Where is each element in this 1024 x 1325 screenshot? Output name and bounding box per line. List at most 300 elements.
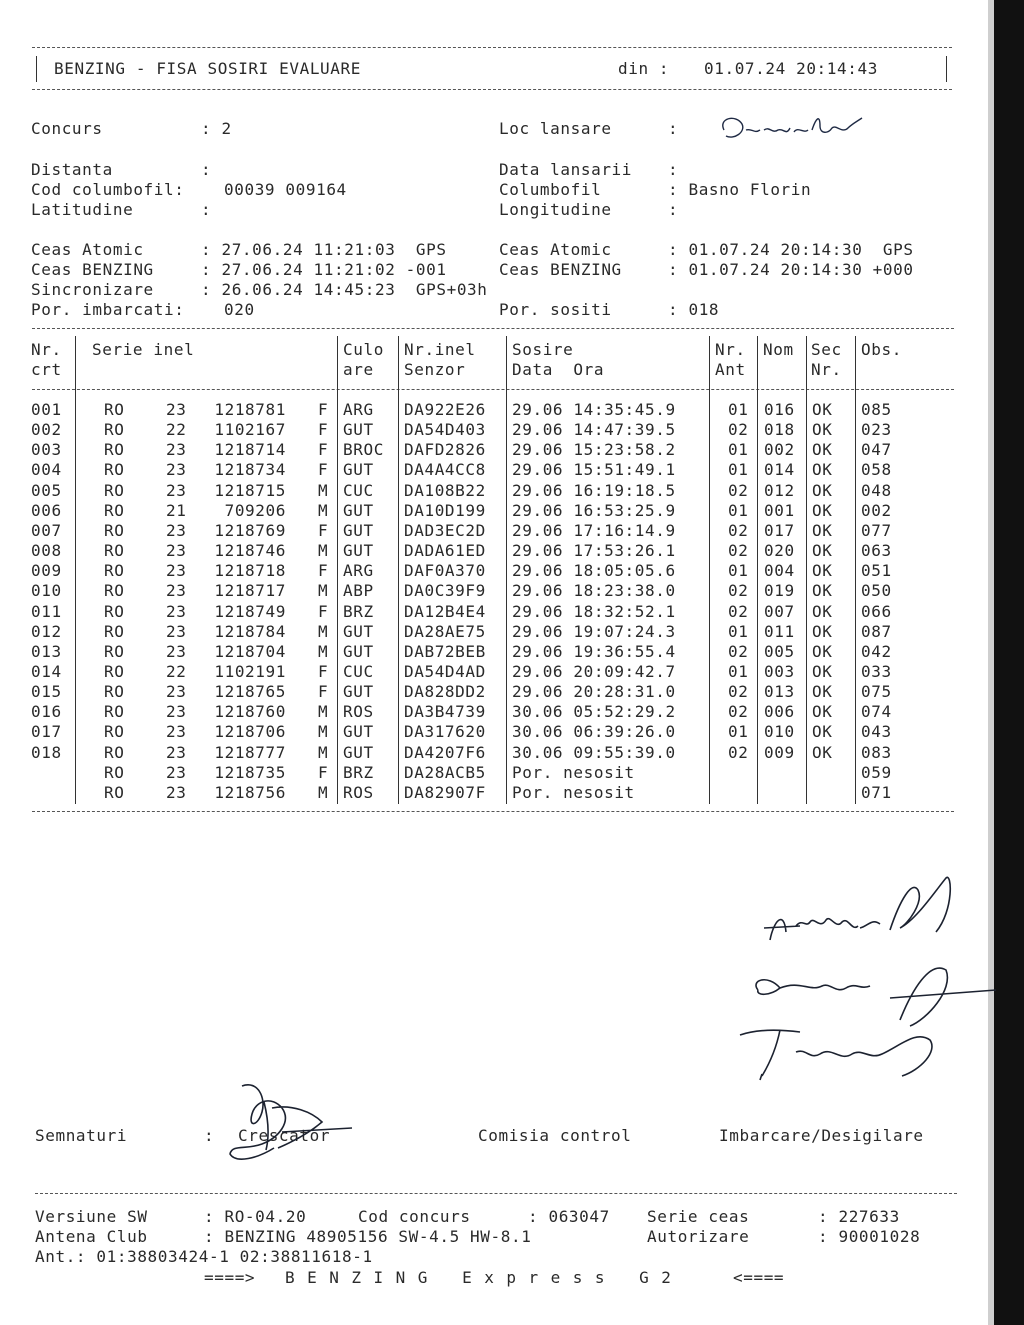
- serie-ceas-label: Serie ceas: [647, 1207, 750, 1226]
- cell-senzor: DA828DD2: [404, 682, 486, 701]
- cell-culoare: ROS: [343, 783, 374, 802]
- longitudine-label: Longitudine: [499, 200, 612, 219]
- cell-sosire: 29.06 19:07:24.3: [512, 622, 676, 641]
- cell-sosire: 29.06 20:09:42.7: [512, 662, 676, 681]
- cell-nr: 009: [31, 561, 62, 580]
- cell-inel: 1218746: [214, 541, 286, 560]
- cell-ant: 02: [728, 743, 749, 762]
- cell-sosire: 29.06 14:35:45.9: [512, 400, 676, 419]
- distanta-label: Distanta: [31, 160, 113, 179]
- cell-obs: 063: [861, 541, 892, 560]
- date-label: din :: [618, 59, 670, 78]
- cell-nom: 010: [764, 722, 795, 741]
- cell-an: 23: [166, 481, 187, 500]
- col-header-sec-1: Sec: [811, 340, 842, 359]
- cell-nom: 007: [764, 602, 795, 621]
- sositi-value: : 018: [668, 300, 720, 319]
- cell-obs: 050: [861, 581, 892, 600]
- cell-ant: 01: [728, 460, 749, 479]
- cell-tara: RO: [104, 783, 125, 802]
- col-sep-nom: [806, 336, 807, 804]
- cell-an: 23: [166, 682, 187, 701]
- loc-lansare-handwriting: [716, 108, 876, 148]
- cell-obs: 077: [861, 521, 892, 540]
- cell-obs: 043: [861, 722, 892, 741]
- cell-culoare: BROC: [343, 440, 384, 459]
- cell-culoare: GUT: [343, 460, 374, 479]
- col-header-obs: Obs.: [861, 340, 902, 359]
- cell-sosire: 30.06 09:55:39.0: [512, 743, 676, 762]
- cell-sec: OK: [812, 622, 833, 641]
- col-sep-nr: [75, 336, 76, 804]
- cell-sex: F: [318, 460, 329, 479]
- cell-sex: F: [318, 420, 329, 439]
- cell-tara: RO: [104, 662, 125, 681]
- cell-an: 23: [166, 541, 187, 560]
- cell-senzor: DA3B4739: [404, 702, 486, 721]
- cell-an: 23: [166, 440, 187, 459]
- cell-culoare: GUT: [343, 642, 374, 661]
- cell-tara: RO: [104, 581, 125, 600]
- cell-ant: 02: [728, 702, 749, 721]
- semnaturi-label: Semnaturi: [35, 1126, 128, 1145]
- benzing-left-label: Ceas BENZING: [31, 260, 154, 279]
- cell-tara: RO: [104, 460, 125, 479]
- cell-senzor: DA10D199: [404, 501, 486, 520]
- cell-inel: 1218735: [214, 763, 286, 782]
- cell-culoare: GUT: [343, 743, 374, 762]
- cell-an: 23: [166, 602, 187, 621]
- cell-sosire: 29.06 15:23:58.2: [512, 440, 676, 459]
- cell-sec: OK: [812, 440, 833, 459]
- cell-ant: 02: [728, 581, 749, 600]
- cell-sex: M: [318, 622, 329, 641]
- cell-an: 23: [166, 561, 187, 580]
- cell-sec: OK: [812, 541, 833, 560]
- cell-sosire: 30.06 06:39:26.0: [512, 722, 676, 741]
- cell-an: 23: [166, 702, 187, 721]
- sositi-label: Por. sositi: [499, 300, 612, 319]
- cell-senzor: DA54D403: [404, 420, 486, 439]
- cell-nr: 017: [31, 722, 62, 741]
- cell-an: 23: [166, 743, 187, 762]
- cell-senzor: DAFD2826: [404, 440, 486, 459]
- cod-columbofil-label: Cod columbofil:: [31, 180, 185, 199]
- col-sep-sec: [855, 336, 856, 804]
- cell-inel: 1218769: [214, 521, 286, 540]
- cell-sex: M: [318, 501, 329, 520]
- cell-sosire: 29.06 18:32:52.1: [512, 602, 676, 621]
- cell-ant: 02: [728, 420, 749, 439]
- header-top-rule: [32, 47, 952, 48]
- col-header-sosire: Sosire: [512, 340, 574, 359]
- cell-an: 23: [166, 783, 187, 802]
- cell-sec: OK: [812, 642, 833, 661]
- cell-obs: 051: [861, 561, 892, 580]
- autorizare-value: : 90001028: [818, 1227, 921, 1246]
- cell-obs: 058: [861, 460, 892, 479]
- cell-ant: 02: [728, 682, 749, 701]
- data-lansarii-label: Data lansarii: [499, 160, 633, 179]
- cell-nom: 014: [764, 460, 795, 479]
- atomic-right-label: Ceas Atomic: [499, 240, 612, 259]
- cell-nom: 013: [764, 682, 795, 701]
- cell-senzor: DA317620: [404, 722, 486, 741]
- cell-sex: F: [318, 400, 329, 419]
- cell-senzor: DAF0A370: [404, 561, 486, 580]
- cell-obs: 087: [861, 622, 892, 641]
- cell-obs: 059: [861, 763, 892, 782]
- cell-sec: OK: [812, 420, 833, 439]
- cell-obs: 042: [861, 642, 892, 661]
- cell-tara: RO: [104, 743, 125, 762]
- col-header-nom: Nom: [763, 340, 794, 359]
- banner-left-arrow: ====>: [204, 1268, 256, 1287]
- cell-sosire: 29.06 17:16:14.9: [512, 521, 676, 540]
- cell-inel: 1102167: [214, 420, 286, 439]
- cell-culoare: BRZ: [343, 763, 374, 782]
- cell-ant: 02: [728, 642, 749, 661]
- cell-ant: 01: [728, 501, 749, 520]
- cell-sec: OK: [812, 581, 833, 600]
- cell-nom: 017: [764, 521, 795, 540]
- cell-sec: OK: [812, 702, 833, 721]
- cell-sex: M: [318, 783, 329, 802]
- header-left-border: [36, 56, 37, 82]
- cell-culoare: GUT: [343, 622, 374, 641]
- cell-senzor: DA82907F: [404, 783, 486, 802]
- cell-tara: RO: [104, 521, 125, 540]
- cell-an: 23: [166, 642, 187, 661]
- cell-culoare: GUT: [343, 722, 374, 741]
- antena-label: Antena Club: [35, 1227, 148, 1246]
- cell-sec: OK: [812, 602, 833, 621]
- latitudine-label: Latitudine: [31, 200, 134, 219]
- cell-sosire: Por. nesosit: [512, 763, 635, 782]
- cell-an: 23: [166, 622, 187, 641]
- cell-sex: F: [318, 763, 329, 782]
- sheet-title: BENZING - FISA SOSIRI EVALUARE: [54, 59, 361, 78]
- cell-ant: 01: [728, 400, 749, 419]
- cell-ant: 02: [728, 602, 749, 621]
- columbofil-value: : Basno Florin: [668, 180, 812, 199]
- cell-senzor: DA4A4CC8: [404, 460, 486, 479]
- cell-inel: 1102191: [214, 662, 286, 681]
- loc-lansare-label: Loc lansare: [499, 119, 612, 138]
- concurs-value: : 2: [201, 119, 232, 138]
- cell-an: 22: [166, 662, 187, 681]
- cell-sex: M: [318, 481, 329, 500]
- cod-columbofil-value: 00039 009164: [224, 180, 347, 199]
- cell-nr: 001: [31, 400, 62, 419]
- cell-obs: 071: [861, 783, 892, 802]
- cell-senzor: DA12B4E4: [404, 602, 486, 621]
- cell-nom: 003: [764, 662, 795, 681]
- cell-ant: 01: [728, 440, 749, 459]
- cell-culoare: ROS: [343, 702, 374, 721]
- col-header-nr: Nr.: [31, 340, 62, 359]
- autorizare-label: Autorizare: [647, 1227, 750, 1246]
- cell-sex: M: [318, 702, 329, 721]
- cell-sex: F: [318, 682, 329, 701]
- cell-inel: 1218704: [214, 642, 286, 661]
- cell-nom: 011: [764, 622, 795, 641]
- cell-nom: 005: [764, 642, 795, 661]
- cell-an: 23: [166, 763, 187, 782]
- cod-concurs-label: Cod concurs: [358, 1207, 471, 1226]
- header-bottom-rule: [32, 89, 952, 90]
- cell-sex: F: [318, 440, 329, 459]
- cell-sec: OK: [812, 682, 833, 701]
- antenna-ids: Ant.: 01:38803424-1 02:38811618-1: [35, 1247, 373, 1266]
- footer-rule: [35, 1193, 957, 1194]
- col-header-ant-1: Nr.: [715, 340, 746, 359]
- cell-senzor: DA4207F6: [404, 743, 486, 762]
- cell-culoare: ARG: [343, 400, 374, 419]
- atomic-left-value: : 27.06.24 11:21:03 GPS: [201, 240, 447, 259]
- cell-inel: 1218777: [214, 743, 286, 762]
- cell-nom: 009: [764, 743, 795, 762]
- cell-nr: 012: [31, 622, 62, 641]
- col-header-ant-2: Ant: [715, 360, 746, 379]
- versiune-label: Versiune SW: [35, 1207, 148, 1226]
- cell-nr: 004: [31, 460, 62, 479]
- cell-nr: 003: [31, 440, 62, 459]
- sync-value: : 26.06.24 14:45:23 GPS+03h: [201, 280, 488, 299]
- serie-ceas-value: : 227633: [818, 1207, 900, 1226]
- header-right-border: [946, 56, 947, 82]
- cell-tara: RO: [104, 682, 125, 701]
- banner-text: BENZING Express G2: [285, 1268, 684, 1287]
- cell-tara: RO: [104, 481, 125, 500]
- scan-edge-border: [994, 0, 1024, 1325]
- cell-inel: 1218718: [214, 561, 286, 580]
- cell-nom: 019: [764, 581, 795, 600]
- cell-sec: OK: [812, 743, 833, 762]
- cell-culoare: GUT: [343, 541, 374, 560]
- cell-culoare: BRZ: [343, 602, 374, 621]
- col-sep-senzor: [506, 336, 507, 804]
- cell-nr: 010: [31, 581, 62, 600]
- cell-sec: OK: [812, 561, 833, 580]
- cell-culoare: CUC: [343, 481, 374, 500]
- col-header-serie: Serie inel: [92, 340, 195, 359]
- cell-ant: 01: [728, 561, 749, 580]
- cell-culoare: GUT: [343, 501, 374, 520]
- cell-obs: 083: [861, 743, 892, 762]
- cell-senzor: DAD3EC2D: [404, 521, 486, 540]
- cell-tara: RO: [104, 541, 125, 560]
- benzing-right-label: Ceas BENZING: [499, 260, 622, 279]
- cell-sex: M: [318, 642, 329, 661]
- cell-nom: 001: [764, 501, 795, 520]
- cell-culoare: GUT: [343, 521, 374, 540]
- cell-sex: M: [318, 722, 329, 741]
- cell-tara: RO: [104, 702, 125, 721]
- cell-nom: 012: [764, 481, 795, 500]
- cell-an: 23: [166, 581, 187, 600]
- table-top-rule: [32, 328, 954, 329]
- versiune-value: : RO-04.20: [204, 1207, 307, 1226]
- cell-an: 23: [166, 460, 187, 479]
- cell-obs: 023: [861, 420, 892, 439]
- antena-value: : BENZING 48905156 SW-4.5 HW-8.1: [204, 1227, 532, 1246]
- concurs-label: Concurs: [31, 119, 103, 138]
- distanta-value: :: [201, 160, 212, 179]
- cell-senzor: DA0C39F9: [404, 581, 486, 600]
- cell-culoare: CUC: [343, 662, 374, 681]
- data-lansarii-value: :: [668, 160, 679, 179]
- cell-senzor: DADA61ED: [404, 541, 486, 560]
- cell-culoare: GUT: [343, 682, 374, 701]
- cell-an: 23: [166, 521, 187, 540]
- cell-ant: 02: [728, 541, 749, 560]
- imbarcati-value: 020: [224, 300, 255, 319]
- cell-obs: 002: [861, 501, 892, 520]
- cell-sex: M: [318, 743, 329, 762]
- cell-culoare: GUT: [343, 420, 374, 439]
- cell-tara: RO: [104, 642, 125, 661]
- cell-nr: 016: [31, 702, 62, 721]
- cell-sec: OK: [812, 460, 833, 479]
- benzing-left-value: : 27.06.24 11:21:02 -001: [201, 260, 447, 279]
- cell-inel: 1218781: [214, 400, 286, 419]
- benzing-right-value: : 01.07.24 20:14:30 +000: [668, 260, 914, 279]
- cell-nr: 014: [31, 662, 62, 681]
- cell-nr: 013: [31, 642, 62, 661]
- cell-obs: 066: [861, 602, 892, 621]
- cell-an: 23: [166, 400, 187, 419]
- cell-an: 21: [166, 501, 187, 520]
- cell-inel: 709206: [224, 501, 286, 520]
- cell-tara: RO: [104, 420, 125, 439]
- crescator-label: Crescator: [238, 1126, 331, 1145]
- cell-nom: 018: [764, 420, 795, 439]
- cell-sec: OK: [812, 722, 833, 741]
- cell-nr: 018: [31, 743, 62, 762]
- cell-sosire: 29.06 19:36:55.4: [512, 642, 676, 661]
- cell-sex: F: [318, 602, 329, 621]
- col-header-culoare-1: Culo: [343, 340, 384, 359]
- cell-sosire: 29.06 16:53:25.9: [512, 501, 676, 520]
- latitudine-value: :: [201, 200, 212, 219]
- cell-nom: 006: [764, 702, 795, 721]
- imbarcare-label: Imbarcare/Desigilare: [719, 1126, 924, 1145]
- cell-nr: 005: [31, 481, 62, 500]
- cell-ant: 01: [728, 622, 749, 641]
- cell-inel: 1218714: [214, 440, 286, 459]
- cell-sosire: 29.06 15:51:49.1: [512, 460, 676, 479]
- crescator-signature: [222, 1078, 362, 1168]
- col-header-senzor: Senzor: [404, 360, 466, 379]
- cell-nr: 006: [31, 501, 62, 520]
- cell-ant: 02: [728, 481, 749, 500]
- cell-sex: F: [318, 521, 329, 540]
- cell-sex: M: [318, 541, 329, 560]
- cell-obs: 085: [861, 400, 892, 419]
- cell-senzor: DA922E26: [404, 400, 486, 419]
- cell-sex: M: [318, 581, 329, 600]
- table-bottom-rule: [32, 811, 954, 812]
- comisia-label: Comisia control: [478, 1126, 632, 1145]
- cell-nr: 011: [31, 602, 62, 621]
- cell-culoare: ABP: [343, 581, 374, 600]
- cell-sosire: 29.06 20:28:31.0: [512, 682, 676, 701]
- cell-inel: 1218749: [214, 602, 286, 621]
- longitudine-value: :: [668, 200, 679, 219]
- banner-right-arrow: <====: [733, 1268, 785, 1287]
- cell-culoare: ARG: [343, 561, 374, 580]
- cell-inel: 1218784: [214, 622, 286, 641]
- col-sep-sosire: [709, 336, 710, 804]
- cell-tara: RO: [104, 501, 125, 520]
- table-header-rule: [32, 389, 954, 390]
- cell-tara: RO: [104, 400, 125, 419]
- columbofil-label: Columbofil: [499, 180, 602, 199]
- col-header-culoare-2: are: [343, 360, 374, 379]
- cell-inel: 1218715: [214, 481, 286, 500]
- cell-obs: 033: [861, 662, 892, 681]
- sync-label: Sincronizare: [31, 280, 154, 299]
- commission-signatures: [740, 870, 1000, 1090]
- atomic-right-value: : 01.07.24 20:14:30 GPS: [668, 240, 914, 259]
- cell-sosire: 29.06 14:47:39.5: [512, 420, 676, 439]
- cell-nom: 004: [764, 561, 795, 580]
- cell-sosire: 29.06 18:05:05.6: [512, 561, 676, 580]
- col-sep-culoare: [398, 336, 399, 804]
- cell-an: 23: [166, 722, 187, 741]
- cell-inel: 1218765: [214, 682, 286, 701]
- cell-nom: 020: [764, 541, 795, 560]
- cell-senzor: DA54D4AD: [404, 662, 486, 681]
- cell-an: 22: [166, 420, 187, 439]
- cell-obs: 075: [861, 682, 892, 701]
- loc-lansare-sep: :: [668, 119, 679, 138]
- cell-nr: 015: [31, 682, 62, 701]
- cell-sec: OK: [812, 481, 833, 500]
- cell-sosire: 29.06 18:23:38.0: [512, 581, 676, 600]
- cell-senzor: DA108B22: [404, 481, 486, 500]
- col-header-data-ora: Data Ora: [512, 360, 605, 379]
- cell-sec: OK: [812, 662, 833, 681]
- cell-sosire: 29.06 16:19:18.5: [512, 481, 676, 500]
- cell-inel: 1218706: [214, 722, 286, 741]
- col-sep-serie: [337, 336, 338, 804]
- cell-ant: 01: [728, 662, 749, 681]
- date-value: 01.07.24 20:14:43: [704, 59, 878, 78]
- cell-tara: RO: [104, 722, 125, 741]
- cell-sex: F: [318, 662, 329, 681]
- cell-tara: RO: [104, 763, 125, 782]
- cod-concurs-value: : 063047: [528, 1207, 610, 1226]
- cell-nr: 002: [31, 420, 62, 439]
- cell-senzor: DA28ACB5: [404, 763, 486, 782]
- cell-obs: 047: [861, 440, 892, 459]
- cell-sosire: 30.06 05:52:29.2: [512, 702, 676, 721]
- cell-sec: OK: [812, 501, 833, 520]
- cell-sosire: 29.06 17:53:26.1: [512, 541, 676, 560]
- cell-senzor: DAB72BEB: [404, 642, 486, 661]
- cell-tara: RO: [104, 561, 125, 580]
- cell-inel: 1218756: [214, 783, 286, 802]
- col-sep-ant: [757, 336, 758, 804]
- cell-sosire: Por. nesosit: [512, 783, 635, 802]
- semnaturi-sep: :: [204, 1126, 215, 1145]
- cell-obs: 074: [861, 702, 892, 721]
- cell-ant: 01: [728, 722, 749, 741]
- imbarcati-label: Por. imbarcati:: [31, 300, 185, 319]
- cell-inel: 1218760: [214, 702, 286, 721]
